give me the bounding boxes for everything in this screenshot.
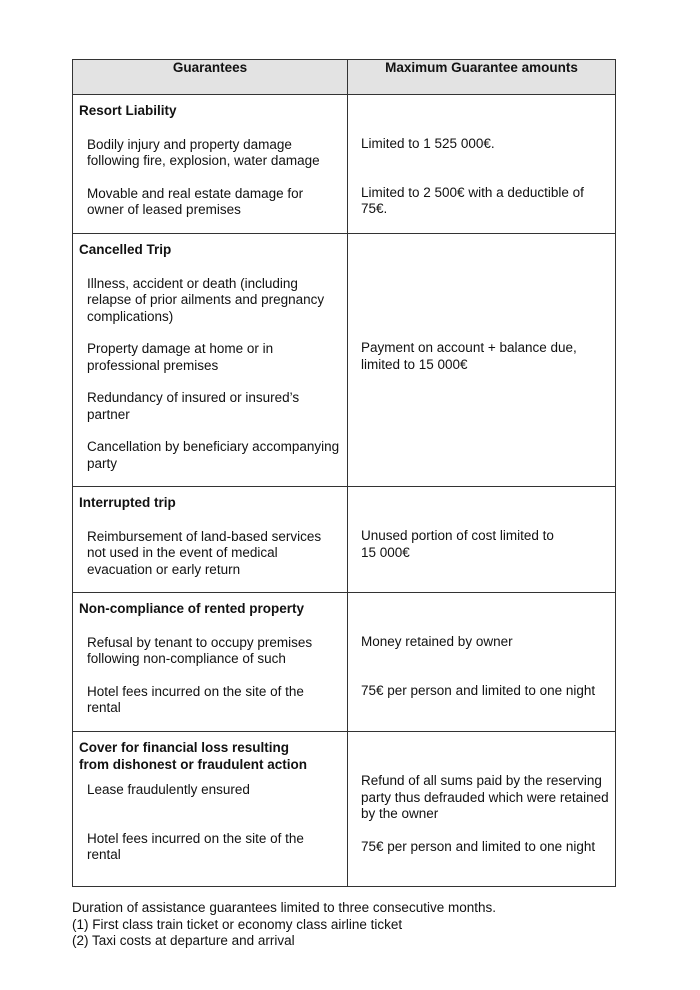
section-row (73, 487, 616, 593)
header-guarantees: Guarantees (73, 60, 348, 95)
section-title: Cancelled Trip (79, 242, 172, 257)
section-row (73, 234, 616, 487)
section-cell (73, 732, 348, 887)
guarantee-item: Hotel fees incurred on the site of the rental (87, 683, 304, 715)
header-row (73, 60, 616, 95)
section-cell (73, 487, 348, 593)
amount-value: Payment on account + balance due, limited to 15 000€ (361, 340, 577, 372)
guarantee-item: Lease fraudulently ensured (87, 782, 250, 797)
guarantee-item: Refusal by tenant to occupy premises following non-compliance of such (87, 634, 313, 666)
amount-value: Limited to 2 500€ with a deductible of 75€. (361, 184, 584, 216)
guarantees-table (72, 59, 616, 887)
section-cell (73, 234, 348, 487)
section-row (73, 732, 616, 887)
header-max-amounts: Maximum Guarantee amounts (348, 60, 616, 95)
section-title: Interrupted trip (79, 495, 176, 510)
guarantee-item: Hotel fees incurred on the site of the rental (87, 830, 304, 862)
amount-cell (348, 95, 616, 234)
section-cell (73, 95, 348, 234)
guarantee-item: Bodily injury and property damage following fire, explosion, water damage (87, 136, 320, 168)
guarantee-item: Movable and real estate damage for owner of leased premises (87, 185, 304, 217)
amount-cell (348, 732, 616, 887)
amount-cell (348, 487, 616, 593)
section-row (73, 95, 616, 234)
footer-line: Duration of assistance guarantees limited to three consecutive months. (72, 900, 496, 915)
footer-line: (1) First class train ticket or economy class airline ticket (72, 916, 403, 932)
amount-value: 75€ per person and limited to one night (361, 682, 596, 698)
amount-value: Unused portion of cost limited to 15 000€ (361, 528, 554, 560)
footer-notes (72, 900, 632, 950)
section-title: Cover for financial loss resulting from dishonest or fraudulent action (79, 740, 308, 772)
section-cell (73, 593, 348, 732)
section-row (73, 593, 616, 732)
section-title: Non-compliance of rented property (79, 601, 305, 616)
section-title: Resort Liability (79, 103, 177, 118)
guarantee-item: Redundancy of insured or insured’s partner (87, 390, 300, 422)
amount-value: Money retained by owner (361, 634, 513, 649)
amount-cell (348, 593, 616, 732)
amount-value: Limited to 1 525 000€. (361, 136, 495, 151)
amount-cell (348, 234, 616, 487)
amount-value: Refund of all sums paid by the reserving party thus defrauded which were retained by the owner (361, 773, 609, 821)
footer-line: (2) Taxi costs at departure and arrival (72, 933, 295, 948)
guarantee-item: Cancellation by beneficiary accompanying party (87, 439, 340, 471)
guarantee-item: Reimbursement of land-based services not used in the event of medical evacuation or early return (87, 528, 322, 577)
guarantee-item: Illness, accident or death (including relapse of prior ailments and pregnancy complications) (87, 275, 325, 324)
guarantee-item: Property damage at home or in professional premises (87, 341, 274, 373)
amount-value: 75€ per person and limited to one night (361, 838, 596, 854)
